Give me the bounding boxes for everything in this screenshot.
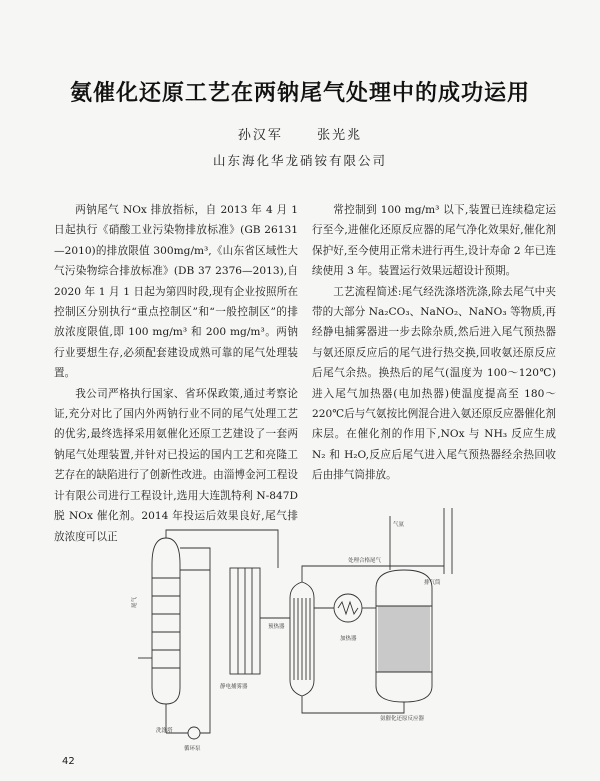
author-name: 孙汉军 <box>237 128 283 143</box>
reactor-label: 氨催化还原反应器 <box>380 716 425 722</box>
paragraph: 两钠尾气 NOx 排放指标，自 2013 年 4 月 1 日起执行《硝酸工业污染物排放标准》(GB 26131—2010)的排放限值 300mg/m³,《山东省区域性大气污染物综合排放标准》(DB 37 2376—2013),自 2020 年 1 月 1 日起为第四时段,现有企业按照所在控制区分别执行“重点控制区”和“一般控制区”的排放浓度限值,即 100 mg/m³ 和 200 mg/m³。两钠行业要想生存,必须配套建设成熟可靠的尾气处理装置。 <box>54 204 298 380</box>
right-column <box>312 200 556 486</box>
circulation-pump-label: 循环泵 <box>184 746 201 752</box>
left-column <box>54 200 298 547</box>
mist-catcher <box>230 568 260 674</box>
preheater-label: 预热器 <box>268 624 285 630</box>
paragraph: 工艺流程简述:尾气经洗涤塔洗涤,除去尾气中夹带的大部分 Na₂CO₃、NaNO₂、NaNO₃ 等物质,再经静电捕雾器进一步去除杂质,然后进入尾气预热器与氨还原反应后的尾气进行热交换,回收氨还原反应后尾气余热。换热后的尾气(温度为 100～120℃)进入尾气加热器(电加热器)使温度提高至 180～220℃后与气氨按比例混合进入氨还原反应器催化剂床层。在催化剂的作用下,NOx 与 NH₃ 反应生成 N₂ 和 H₂O,反应后尾气进入尾气预热器经余热回收后由排气筒排放。 <box>312 285 556 482</box>
page-number: 42 <box>62 756 75 767</box>
paragraph: 我公司严格执行国家、省环保政策,通过考察论证,充分对比了国内外两钠行业不同的尾气处理工艺的优劣,最终选择采用氨催化还原工艺建设了一套两钠尾气处理装置,并针对已投运的国内工艺和亮隆工艺存在的缺陷进行了创新性改进。由淄博金河工程设计有限公司进行工程设计,选用大连凯特利 N-847D 脱 NOx 催化剂。2014 年投运后效果良好,尾气排放浓度可以正 <box>54 387 298 543</box>
wash-tower-label: 洗涤塔 <box>156 728 173 734</box>
author-name: 张光兆 <box>317 128 363 143</box>
circulation-pump <box>166 548 210 739</box>
exhaust-stack <box>444 508 452 574</box>
paragraph: 常控制到 100 mg/m³ 以下,装置已连续稳定运行至今,进催化还原反应器的尾气净化效果好,催化剂保护好,至今使用正常未进行再生,设计寿命 2 年已连续使用 3 年。装置运行效果远超设计预期。 <box>312 204 556 278</box>
gas-ammonia-label: 气氨 <box>393 522 405 528</box>
heater-label: 加热器 <box>340 636 357 642</box>
heater <box>314 594 362 622</box>
treated-gas-label: 处理合格尾气 <box>348 558 382 564</box>
mist-catcher-label: 静电捕雾器 <box>220 684 248 690</box>
affiliation: 山东海化华龙硝铵有限公司 <box>212 153 387 168</box>
article-title: 氨催化还原工艺在两钠尾气处理中的成功运用 <box>69 81 530 106</box>
process-flow-diagram <box>118 508 458 758</box>
stack-label: 排气筒 <box>424 580 441 586</box>
preheater <box>260 582 314 696</box>
tail-gas-label: 尾气 <box>132 596 138 608</box>
ammonia-reactor <box>302 570 432 713</box>
wash-tower <box>130 538 180 704</box>
authors <box>0 124 600 143</box>
